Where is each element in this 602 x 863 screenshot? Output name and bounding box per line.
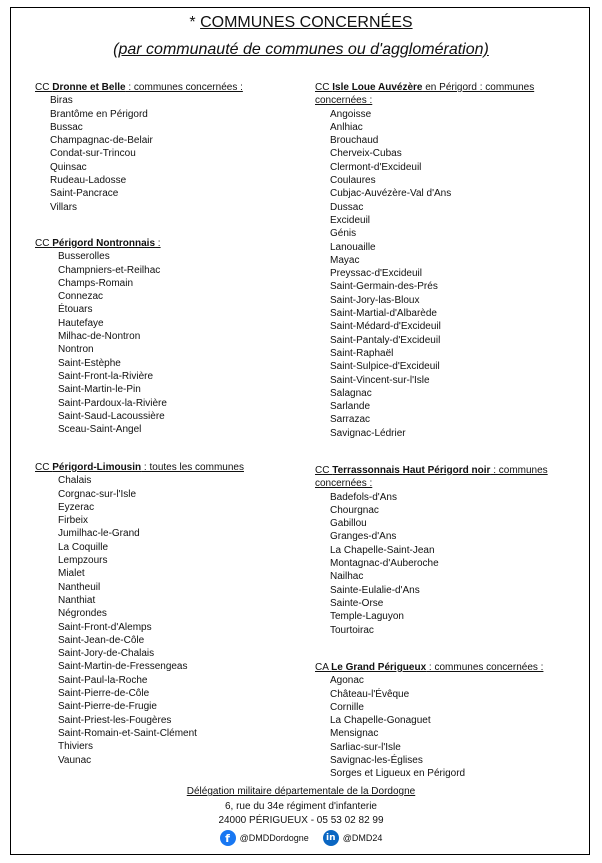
commune-item: Génis xyxy=(330,228,357,240)
commune-item: Milhac-de-Nontron xyxy=(58,331,141,343)
commune-item: Villars xyxy=(50,201,78,213)
commune-item: Nanthiat xyxy=(58,594,96,606)
commune-item: Saint-Martin-le-Pin xyxy=(58,384,141,396)
commune-item: Quinsac xyxy=(50,161,87,173)
commune-item: Champagnac-de-Belair xyxy=(50,135,153,147)
facebook-icon: f xyxy=(220,830,236,846)
commune-item: Angoisse xyxy=(330,108,372,120)
commune-item: Busserolles xyxy=(58,251,110,263)
commune-item: Mensignac xyxy=(330,728,379,740)
commune-item: Saint-Priest-les-Fougères xyxy=(58,714,172,726)
commune-item: Sarlande xyxy=(330,401,371,413)
commune-item: Biras xyxy=(50,95,73,107)
commune-item: La Chapelle-Saint-Jean xyxy=(330,544,435,556)
commune-item: Condat-sur-Trincou xyxy=(50,148,136,160)
commune-item: Saint-Sulpice-d'Excideuil xyxy=(330,361,440,373)
commune-item: Cubjac-Auvézère-Val d'Ans xyxy=(330,188,452,200)
commune-item: Nailhac xyxy=(330,571,364,583)
commune-item: Saint-Front-d'Alemps xyxy=(58,621,152,633)
section-perigord-limousin xyxy=(35,461,285,767)
commune-item: Agonac xyxy=(330,675,364,687)
commune-list xyxy=(315,674,570,780)
commune-item: Hautefaye xyxy=(58,317,104,329)
commune-item: Nontron xyxy=(58,344,94,356)
commune-item: Négrondes xyxy=(58,608,107,620)
commune-item: Lempzours xyxy=(58,555,108,567)
section-perigord-nontronnais xyxy=(35,237,285,436)
commune-item: Saint-Germain-des-Prés xyxy=(330,281,438,293)
commune-item: Coulaures xyxy=(330,175,376,187)
commune-item: Excideuil xyxy=(330,214,371,226)
section-heading: CC Périgord Nontronnais : xyxy=(35,238,161,249)
commune-item: Saint-Raphaël xyxy=(330,347,394,359)
commune-item: Tourtoirac xyxy=(330,624,374,636)
commune-item: Rudeau-Ladosse xyxy=(50,175,127,187)
commune-item: Clermont-d'Excideuil xyxy=(330,161,422,173)
commune-item: Saint-Paul-la-Roche xyxy=(58,674,148,686)
commune-item: Saint-Romain-et-Saint-Clément xyxy=(58,727,197,739)
facebook-handle: @DMDDordogne xyxy=(239,833,309,843)
commune-item: Cornille xyxy=(330,701,364,713)
commune-item: Brantôme en Périgord xyxy=(50,108,148,120)
commune-item: Corgnac-sur-l'Isle xyxy=(58,488,137,500)
commune-item: Badefols-d'Ans xyxy=(330,491,397,503)
linkedin-link[interactable] xyxy=(323,830,383,846)
commune-item: Eyzerac xyxy=(58,501,95,513)
section-dronne-et-belle xyxy=(35,81,285,214)
commune-item: Nantheuil xyxy=(58,581,101,593)
footer-city-phone: 24000 PÉRIGUEUX - 05 53 02 82 99 xyxy=(218,815,384,826)
commune-list xyxy=(35,250,285,436)
commune-item: Champs-Romain xyxy=(58,277,134,289)
commune-item: Cherveix-Cubas xyxy=(330,148,402,160)
section-isle-loue-auvezere xyxy=(315,81,570,440)
commune-item: Bussac xyxy=(50,121,83,133)
commune-item: Saint-Jean-de-Côle xyxy=(58,634,145,646)
commune-item: Saint-Martin-de-Fressengeas xyxy=(58,661,188,673)
commune-item: Saint-Saud-Lacoussière xyxy=(58,410,165,422)
commune-item: Sarrazac xyxy=(330,414,371,426)
commune-item: Saint-Estèphe xyxy=(58,357,121,369)
commune-item: La Chapelle-Gonaguet xyxy=(330,715,431,727)
commune-item: Saint-Pardoux-la-Rivière xyxy=(58,397,167,409)
page-title xyxy=(0,14,602,32)
commune-item: Saint-Jory-de-Chalais xyxy=(58,648,155,660)
footer-organization: Délégation militaire départementale de la Dordogne xyxy=(186,786,416,797)
commune-item: Saint-Jory-las-Bloux xyxy=(330,294,420,306)
section-heading: CA Le Grand Périgueux : communes concernées : xyxy=(315,662,544,673)
title-text: COMMUNES CONCERNÉES xyxy=(200,14,413,31)
commune-item: Savignac-les-Églises xyxy=(330,755,423,767)
commune-item: Sainte-Orse xyxy=(330,597,384,609)
commune-item: Savignac-Lédrier xyxy=(330,427,406,439)
section-heading: CC Isle Loue Auvézère en Périgord : communes concernées : xyxy=(315,82,535,107)
section-grand-perigueux xyxy=(315,661,570,781)
commune-list xyxy=(35,474,285,767)
commune-item: Mialet xyxy=(58,568,85,580)
commune-item: Preyssac-d'Excideuil xyxy=(330,268,422,280)
commune-item: Château-l'Évêque xyxy=(330,688,410,700)
commune-item: La Coquille xyxy=(58,541,109,553)
social-links xyxy=(0,830,602,846)
title-prefix: * xyxy=(189,14,201,31)
commune-item: Champniers-et-Reilhac xyxy=(58,264,161,276)
commune-list xyxy=(35,94,285,214)
commune-item: Saint-Front-la-Rivière xyxy=(58,370,154,382)
commune-item: Temple-Laguyon xyxy=(330,611,404,623)
linkedin-icon: in xyxy=(323,830,339,846)
page-subtitle: (par communauté de communes ou d'agglomération) xyxy=(113,41,489,58)
commune-item: Saint-Pierre-de-Frugie xyxy=(58,701,157,713)
facebook-link[interactable] xyxy=(220,830,309,846)
commune-item: Dussac xyxy=(330,201,364,213)
commune-item: Sorges et Ligueux en Périgord xyxy=(330,768,466,780)
commune-item: Jumilhac-le-Grand xyxy=(58,528,140,540)
linkedin-handle: @DMD24 xyxy=(342,833,383,843)
commune-item: Vaunac xyxy=(58,754,92,766)
commune-item: Anlhiac xyxy=(330,121,363,133)
commune-item: Thiviers xyxy=(58,741,94,753)
commune-item: Mayac xyxy=(330,254,360,266)
commune-item: Saint-Martial-d'Albarède xyxy=(330,308,437,320)
commune-item: Connezac xyxy=(58,291,104,303)
commune-item: Lanouaille xyxy=(330,241,376,253)
footer-address: 6, rue du 34e régiment d'infanterie xyxy=(224,801,377,812)
commune-item: Saint-Médard-d'Excideuil xyxy=(330,321,441,333)
commune-item: Saint-Pantaly-d'Excideuil xyxy=(330,334,441,346)
commune-item: Saint-Pierre-de-Côle xyxy=(58,688,150,700)
section-terrassonnais xyxy=(315,464,570,637)
commune-item: Chourgnac xyxy=(330,504,379,516)
section-heading: CC Dronne et Belle : communes concernées : xyxy=(35,82,243,93)
commune-item: Salagnac xyxy=(330,387,372,399)
commune-item: Sainte-Eulalie-d'Ans xyxy=(330,584,420,596)
commune-item: Chalais xyxy=(58,475,92,487)
commune-item: Gabillou xyxy=(330,518,367,530)
commune-item: Brouchaud xyxy=(330,135,379,147)
commune-item: Montagnac-d'Auberoche xyxy=(330,558,439,570)
commune-item: Firbeix xyxy=(58,515,89,527)
commune-item: Étouars xyxy=(58,304,93,316)
commune-list xyxy=(315,491,570,637)
section-heading: CC Périgord-Limousin : toutes les communes xyxy=(35,462,244,473)
commune-item: Granges-d'Ans xyxy=(330,531,397,543)
commune-item: Sarliac-sur-l'Isle xyxy=(330,741,401,753)
commune-item: Saint-Vincent-sur-l'Isle xyxy=(330,374,430,386)
commune-item: Sceau-Saint-Angel xyxy=(58,424,142,436)
section-heading: CC Terrassonnais Haut Périgord noir : communes concernées : xyxy=(315,465,548,490)
commune-list xyxy=(315,108,570,440)
commune-item: Saint-Pancrace xyxy=(50,188,119,200)
